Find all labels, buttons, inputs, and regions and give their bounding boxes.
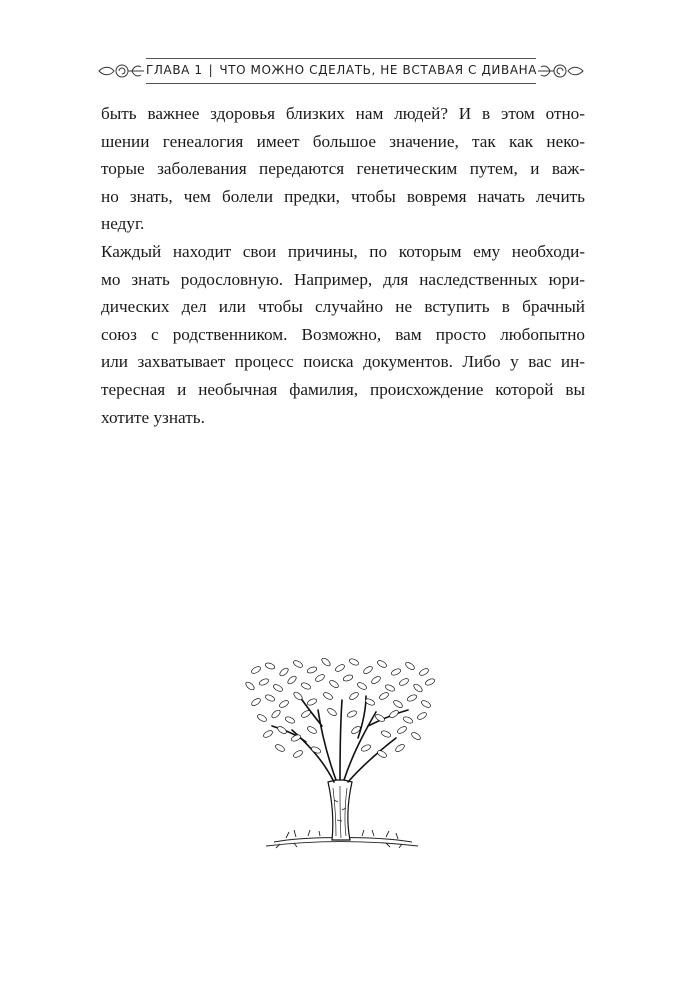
flourish-right-icon — [536, 56, 586, 86]
text-line: мо знать родословную. Например, для наследственных юри- — [101, 269, 585, 289]
text-line: быть важнее здоровья близких нам людей? И в этом отно- — [101, 104, 585, 123]
running-header — [96, 56, 586, 86]
text-line: но знать, чем болели предки, чтобы вовремя начать лечить — [101, 186, 585, 206]
text-line: тересная и необычная фамилия, происхождение которой вы — [101, 379, 585, 399]
header-rule-bottom — [146, 83, 536, 84]
header-rule-top — [146, 58, 536, 59]
text-line: или захватывает процесс поиска документов. Либо у вас ин- — [101, 352, 585, 372]
text-line: дических дел или чтобы случайно не вступить в брачный — [101, 297, 585, 317]
header-title — [146, 63, 536, 77]
chapter-number: ГЛАВА 1 — [146, 63, 203, 77]
text-line: недуг. — [101, 214, 145, 234]
chapter-title: ЧТО МОЖНО СДЕЛАТЬ, НЕ ВСТАВАЯ С ДИВАНА — [219, 63, 538, 77]
text-line: торые заболевания передаются генетическим путем, и важ- — [101, 159, 585, 179]
text-line: союз с родственником. Возможно, вам просто любопытно — [101, 324, 585, 344]
header-separator: | — [208, 63, 214, 77]
text-line: Каждый находит свои причины, по которым ему необходи- — [101, 241, 585, 261]
body-text — [101, 100, 585, 431]
text-line: хотите узнать. — [101, 407, 205, 427]
text-line: шении генеалогия имеет большое значение, так как неко- — [101, 131, 585, 151]
flourish-left-icon — [96, 56, 146, 86]
tree-icon — [236, 650, 446, 860]
